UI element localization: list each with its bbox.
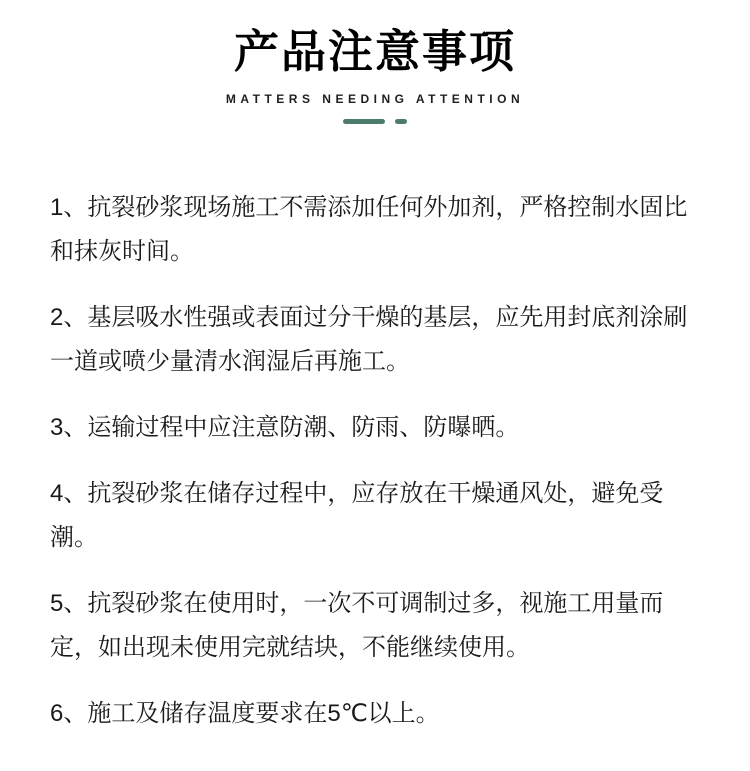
note-item-4: 4、抗裂砂浆在储存过程中，应存放在干燥通风处，避免受潮。	[50, 480, 664, 551]
page-subtitle: MATTERS NEEDING ATTENTION	[225, 92, 525, 106]
note-item-5: 5、抗裂砂浆在使用时，一次不可调制过多，视施工用量而定，如出现未使用完就结块，不能继续使用。	[50, 590, 664, 661]
page-header	[0, 0, 750, 124]
page-title: 产品注意事项	[233, 26, 516, 77]
note-item-2: 2、基层吸水性强或表面过分干燥的基层，应先用封底剂涂刷一道或喷少量清水润湿后再施工。	[50, 304, 688, 375]
note-item-3: 3、运输过程中应注意防潮、防雨、防曝晒。	[50, 414, 520, 441]
divider-short-dash-icon	[395, 119, 407, 124]
divider-long-dash-icon	[343, 119, 385, 124]
note-item-1: 1、抗裂砂浆现场施工不需添加任何外加剂，严格控制水固比和抹灰时间。	[50, 194, 688, 265]
notes-section	[0, 124, 750, 736]
note-item-6: 6、施工及储存温度要求在5℃以上。	[50, 700, 440, 727]
